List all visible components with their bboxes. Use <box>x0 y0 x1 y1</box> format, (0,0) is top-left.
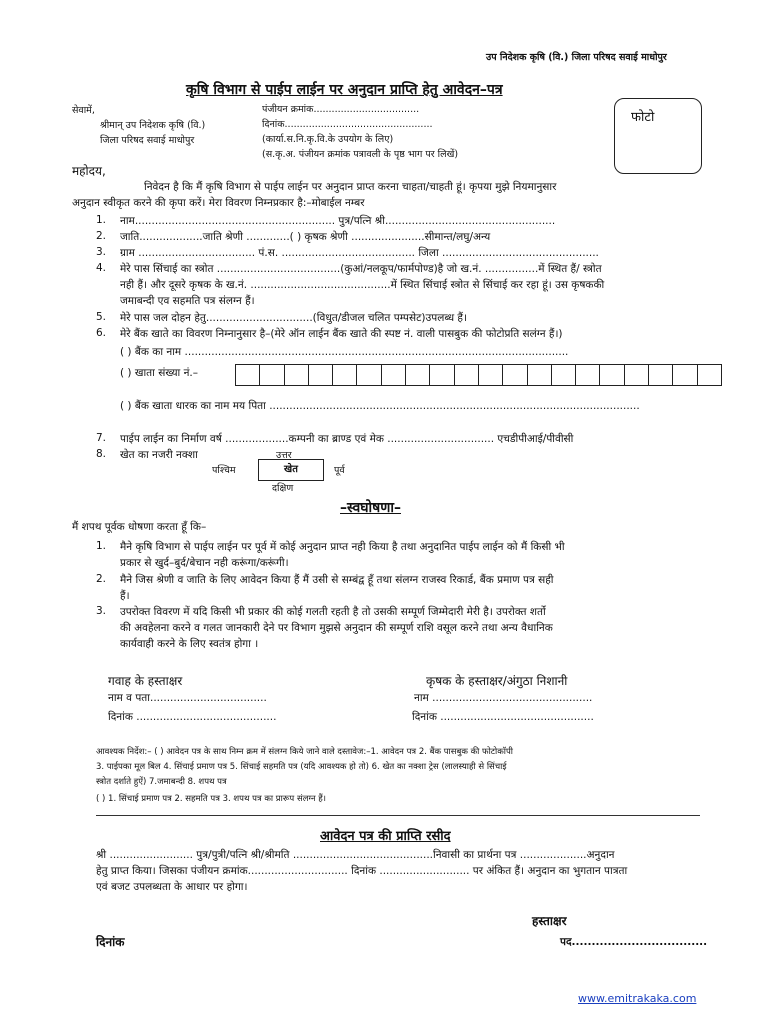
declaration-1a: मैने कृषि विभाग से पाईप लाईन पर पूर्व में कोई अनुदान प्राप्त नही किया है तथा अनुदानित पाईप लाईन को मैं किसी भी <box>120 541 565 553</box>
digit-box[interactable] <box>551 364 576 386</box>
digit-box[interactable] <box>454 364 479 386</box>
farmer-name-field[interactable]: नाम ................................................ <box>414 692 593 704</box>
divider <box>96 815 700 816</box>
receipt-line-1: श्री ......................... पुत्र/पुत्री/पत्नि श्री/श्रीमति ..........................................निवासी का प्रार्थना पत्र ....................अनुदान <box>96 849 615 861</box>
receipt-post-field[interactable]: पद.................................. <box>560 936 708 948</box>
declaration-3b: की अवहेलना करने व गलत जानकारी देने पर विभाग मुझसे अनुदान की सम्पूर्ण राशि वसूल करने तथा अन्य वैधानिक <box>120 622 553 634</box>
map-west: पश्चिम <box>212 465 236 476</box>
digit-box[interactable] <box>381 364 406 386</box>
item-number: 5. <box>96 311 107 323</box>
digit-box[interactable] <box>502 364 527 386</box>
digit-box[interactable] <box>648 364 673 386</box>
receipt-heading: आवेदन पत्र की प्राप्ति रसीद <box>320 829 451 844</box>
declaration-number: 2. <box>96 573 107 585</box>
receipt-line-2: हेतु प्राप्त किया। जिसका पंजीयन क्रमांक.............................. दिनांक ........................... पर अंकित हैं। अनुदान का भुगतान पात्रता <box>96 865 628 877</box>
map-east: पूर्व <box>334 465 345 476</box>
item-number: 2. <box>96 230 107 242</box>
photo-box <box>614 98 702 174</box>
registration-note-1: (कार्या.स.नि.कृ.वि.के उपयोग के लिए) <box>262 134 394 145</box>
declaration-number: 3. <box>96 605 107 617</box>
item-irrigation-source: मेरे पास सिंचाई का स्त्रोत .....................................(कुआं/नलकूप/फार्मपोण्ड)है जो ख.नं. ................में स्थित हैं/ स्त्रोत <box>120 263 602 275</box>
account-number-label: ( ) खाता संख्या नं.– <box>120 367 199 379</box>
address-line-1: सेवामें, <box>72 105 95 116</box>
item-village: ग्राम ................................... पं.स. ........................................ जिला ............................................... <box>120 247 599 259</box>
map-field: खेत <box>258 459 324 481</box>
declaration-oath: मैं शपथ पूर्वक धोषणा करता हूॅं कि– <box>72 521 207 533</box>
digit-box[interactable] <box>405 364 430 386</box>
digit-box[interactable] <box>697 364 722 386</box>
digit-box[interactable] <box>672 364 697 386</box>
item-irrigation-source-2: नही हैं। और दूसरे कृषक के ख.नं. ..........................................में स्थित सिंचाई स्त्रोत से सिंचाई कर रहा हूं। उस कृषककी <box>120 279 605 291</box>
header-office: उप निदेशक कृषि (वि.) जिला परिषद सवाई माधोपुर <box>486 52 667 63</box>
bank-name-field[interactable]: ( ) बैंक का नाम ................................................................................................................... <box>120 346 569 358</box>
digit-box[interactable] <box>429 364 454 386</box>
intro-line-1: निवेदन है कि मैं कृषि विभाग से पाईप लाईन पर अनुदान प्राप्त करना चाहता/चाहती हूं। कृपया मुझे नियमानुसार <box>144 181 557 193</box>
digit-box[interactable] <box>308 364 333 386</box>
website-link[interactable]: www.emitrakaka.com <box>578 992 697 1005</box>
address-line-3: जिला परिषद सवाई माधोपुर <box>100 135 195 146</box>
declaration-1b: प्रकार से खुर्द–बुर्द/बेचान नही करूंगा/करूंगी। <box>120 557 289 569</box>
declaration-heading: –स्वघोषणा– <box>340 500 401 516</box>
declaration-number: 1. <box>96 540 107 552</box>
digit-box[interactable] <box>332 364 357 386</box>
declaration-2b: हैं। <box>120 590 130 602</box>
declaration-2a: मैने जिस श्रेणी व जाति के लिए आवेदन किया हैं मैं उसी से सम्बंद्व हूॅं तथा संलग्न राजस्व रिकार्ड, बैंक प्रमाण पत्र सही <box>120 574 554 586</box>
item-number: 1. <box>96 214 107 226</box>
digit-box[interactable] <box>599 364 624 386</box>
instructions-line-4: ( ) 1. सिंचाई प्रमाण पत्र 2. सहमति पत्र 3. शपथ पत्र का प्रारूप संलग्न हैं। <box>96 794 327 804</box>
registration-note-2: (स.कृ.अ. पंजीयन क्रमांक पत्रावली के पृष्ठ भाग पर लिखें) <box>262 149 459 160</box>
item-caste: जाति...................जाति श्रेणी .............( ) कृषक श्रेणी ......................सीमान्त/लघु/अन्य <box>120 231 491 243</box>
farmer-signature: कृषक के हस्ताक्षर/अंगुठा निशानी <box>426 674 568 688</box>
witness-name-field[interactable]: नाम व पता................................... <box>108 692 267 704</box>
item-bank-details: मेरे बैंक खाते का विवरण निम्नानुसार है–(मेरे ऑन लाईन बैंक खाते की स्पष्ट नं. वाली पासबुक की फोटोप्रति सलंग्न हैं।) <box>120 328 563 340</box>
digit-box[interactable] <box>235 364 260 386</box>
intro-line-2: अनुदान स्वीकृत करने की कृपा करें। मेरा विवरण निम्नप्रकार है:–मोबाईल नम्बर <box>72 197 365 209</box>
address-line-2: श्रीमान् उप निदेशक कृषि (वि.) <box>100 120 206 131</box>
registration-number: पंजीयन क्रमांक................................... <box>262 104 420 115</box>
item-number: 7. <box>96 432 107 444</box>
item-name: नाम............................................................ पुत्र/पत्नि श्री................................................... <box>120 215 556 227</box>
instructions-line-1: आवश्यक निर्देश:– ( ) आवेदन पत्र के साथ निम्न क्रम में संलग्न किये जाने वाले दस्तावेज:–1. आवेदन पत्र 2. बैंक पासबुक की फोटोकॉपी <box>96 747 514 757</box>
declaration-3c: कार्यवाही करने के लिए स्वतंत्र होगा । <box>120 638 259 650</box>
item-number: 8. <box>96 448 107 460</box>
digit-box[interactable] <box>478 364 503 386</box>
form-title: कृषि विभाग से पाईप लाईन पर अनुदान प्राप्ति हेतु आवेदन–पत्र <box>186 82 503 98</box>
digit-box[interactable] <box>575 364 600 386</box>
map-north: उत्तर <box>276 450 292 461</box>
item-irrigation-source-3: जमाबन्दी एव सहमति पत्र संलग्न हैं। <box>120 295 255 307</box>
declaration-3a: उपरोक्त विवरण में यदि किसी भी प्रकार की कोई गलती रहती है तो उसकी सम्पूर्ण जिम्मेदारी मेरी है। उपरोक्त शर्तो <box>120 606 546 618</box>
farmer-date-field[interactable]: दिनांक .............................................. <box>412 711 594 723</box>
item-number: 4. <box>96 262 107 274</box>
witness-signature: गवाह के हस्ताक्षर <box>108 674 183 688</box>
item-number: 6. <box>96 327 107 339</box>
digit-box[interactable] <box>356 364 381 386</box>
witness-date-field[interactable]: दिनांक .......................................... <box>108 711 277 723</box>
registration-date: दिनांक................................................. <box>262 119 433 130</box>
item-pipeline-details: पाईप लाईन का निर्माण वर्ष ...................कम्पनी का ब्राण्ड एवं मेक ................................ एचडीपीआई/पीवीसी <box>120 433 574 445</box>
digit-box[interactable] <box>527 364 552 386</box>
item-number: 3. <box>96 246 107 258</box>
receipt-signature: हस्ताक्षर <box>532 914 567 928</box>
digit-box[interactable] <box>624 364 649 386</box>
account-number-boxes[interactable] <box>236 364 722 386</box>
item-pumpset: मेरे पास जल दोहन हेतु................................(विधुत/डीजल चलित पम्पसेट)उपलब्ध हैं। <box>120 312 467 324</box>
photo-label: फोटो <box>631 110 655 125</box>
instructions-line-3: स्त्रोत दर्शाते हुऐं) 7.जमाबन्दी 8. शपथ पत्र <box>96 777 227 787</box>
salutation: महोदय, <box>72 164 106 178</box>
digit-box[interactable] <box>284 364 309 386</box>
instructions-line-2: 3. पाईपका मूल बिल 4. सिंचाई प्रमाण पत्र 5. सिंचाई सहमति पत्र (यदि आवश्यक हो तो) 6. खेत का नक्शा ट्रेस (लालस्याही से सिंचाई <box>96 762 507 772</box>
digit-box[interactable] <box>259 364 284 386</box>
account-holder-field[interactable]: ( ) बैंक खाता धारक का नाम मय पिता ............................................................................................................... <box>120 400 640 412</box>
receipt-date: दिनांक <box>96 935 125 949</box>
item-field-map: खेत का नजरी नक्शा <box>120 449 198 461</box>
receipt-line-3: एवं बजट उपलब्धता के आधार पर होगा। <box>96 881 248 893</box>
map-south: दक्षिण <box>272 483 294 494</box>
